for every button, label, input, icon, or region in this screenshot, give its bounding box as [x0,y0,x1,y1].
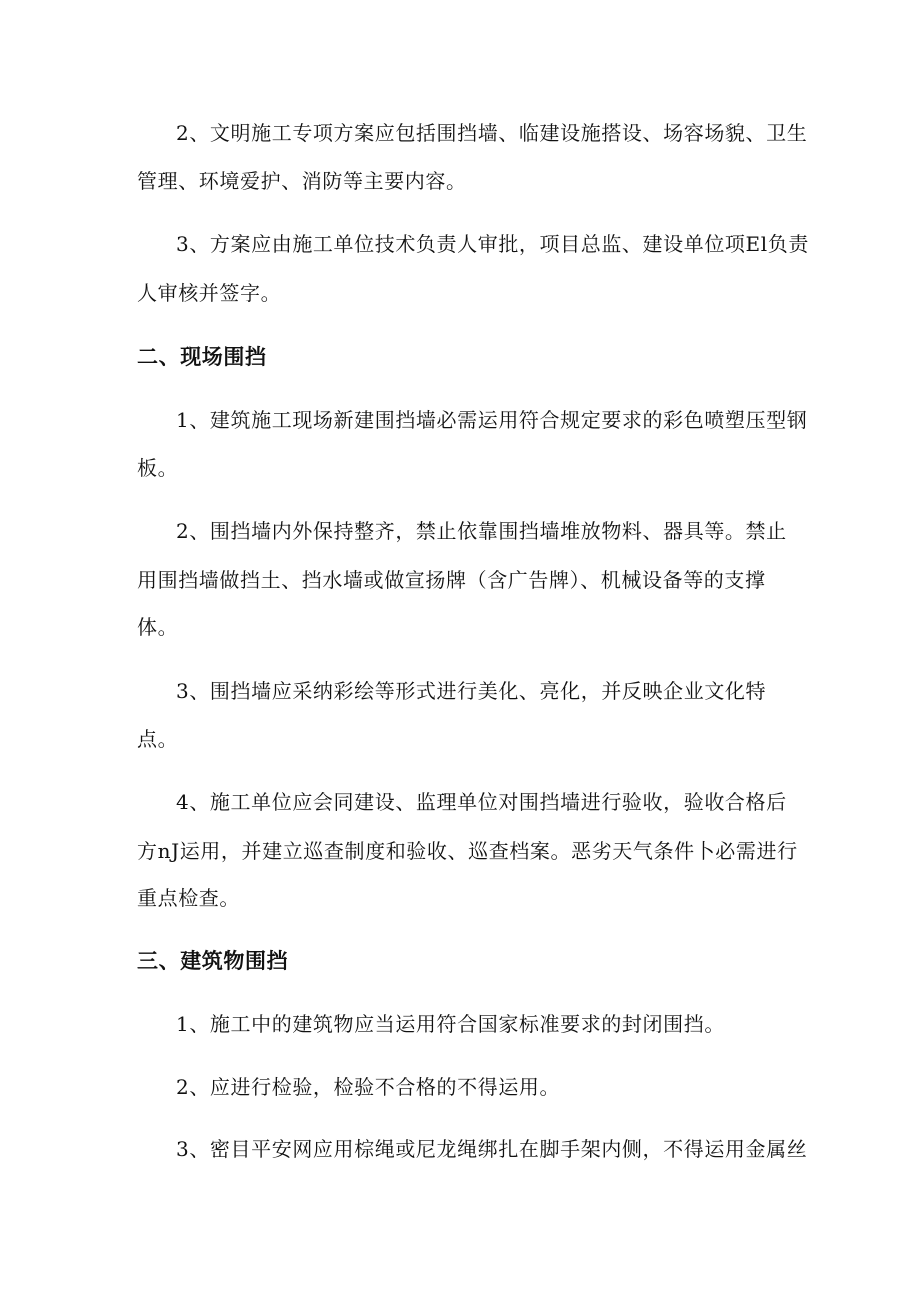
text-line: 4、施工单位应会同建设、监理单位对围挡墙进行验收，验收合格后 [176,790,787,814]
text-line: 点。 [137,727,179,751]
text-line: 管理、环境爱护、消防等主要内容。 [137,169,467,193]
text-line: 板。 [137,456,179,480]
text-line: 用围挡墙做挡土、挡水墙或做宣扬牌（含广告牌）、机械设备等的支撑 [137,568,766,592]
text-line: 重点检查。 [137,886,240,910]
text-line: 方nJ运用，并建立巡查制度和验收、巡查档案。恶劣天气条件卜必需进行 [137,839,798,863]
text-line: 2、文明施工专项方案应包括围挡墙、临建设施搭设、场容场貌、卫生 [176,121,808,145]
text-line: 3、围挡墙应采纳彩绘等形式进行美化、亮化，并反映企业文化特 [176,679,767,703]
text-line: 3、方案应由施工单位技术负责人审批，项目总监、建设单位项El负责 [176,232,809,256]
text-line: 2、应进行检验，检验不合格的不得运用。 [176,1075,561,1099]
text-line: 2、围挡墙内外保持整齐，禁止依靠围挡墙堆放物料、器具等。禁止 [176,519,787,543]
text-line: 人审核并签字。 [137,281,282,305]
section-heading-site-enclosure: 二、现场围挡 [137,345,267,369]
section-heading-building-enclosure: 三、建筑物围挡 [137,949,289,973]
text-line: 1、建筑施工现场新建围挡墙必需运用符合规定要求的彩色喷塑压型钢 [176,408,808,432]
text-line: 3、密目平安网应用棕绳或尼龙绳绑扎在脚手架内侧，不得运用金属丝 [176,1137,808,1161]
text-line: 1、施工中的建筑物应当运用符合国家标准要求的封闭围挡。 [176,1012,725,1036]
text-line: 体。 [137,615,179,639]
